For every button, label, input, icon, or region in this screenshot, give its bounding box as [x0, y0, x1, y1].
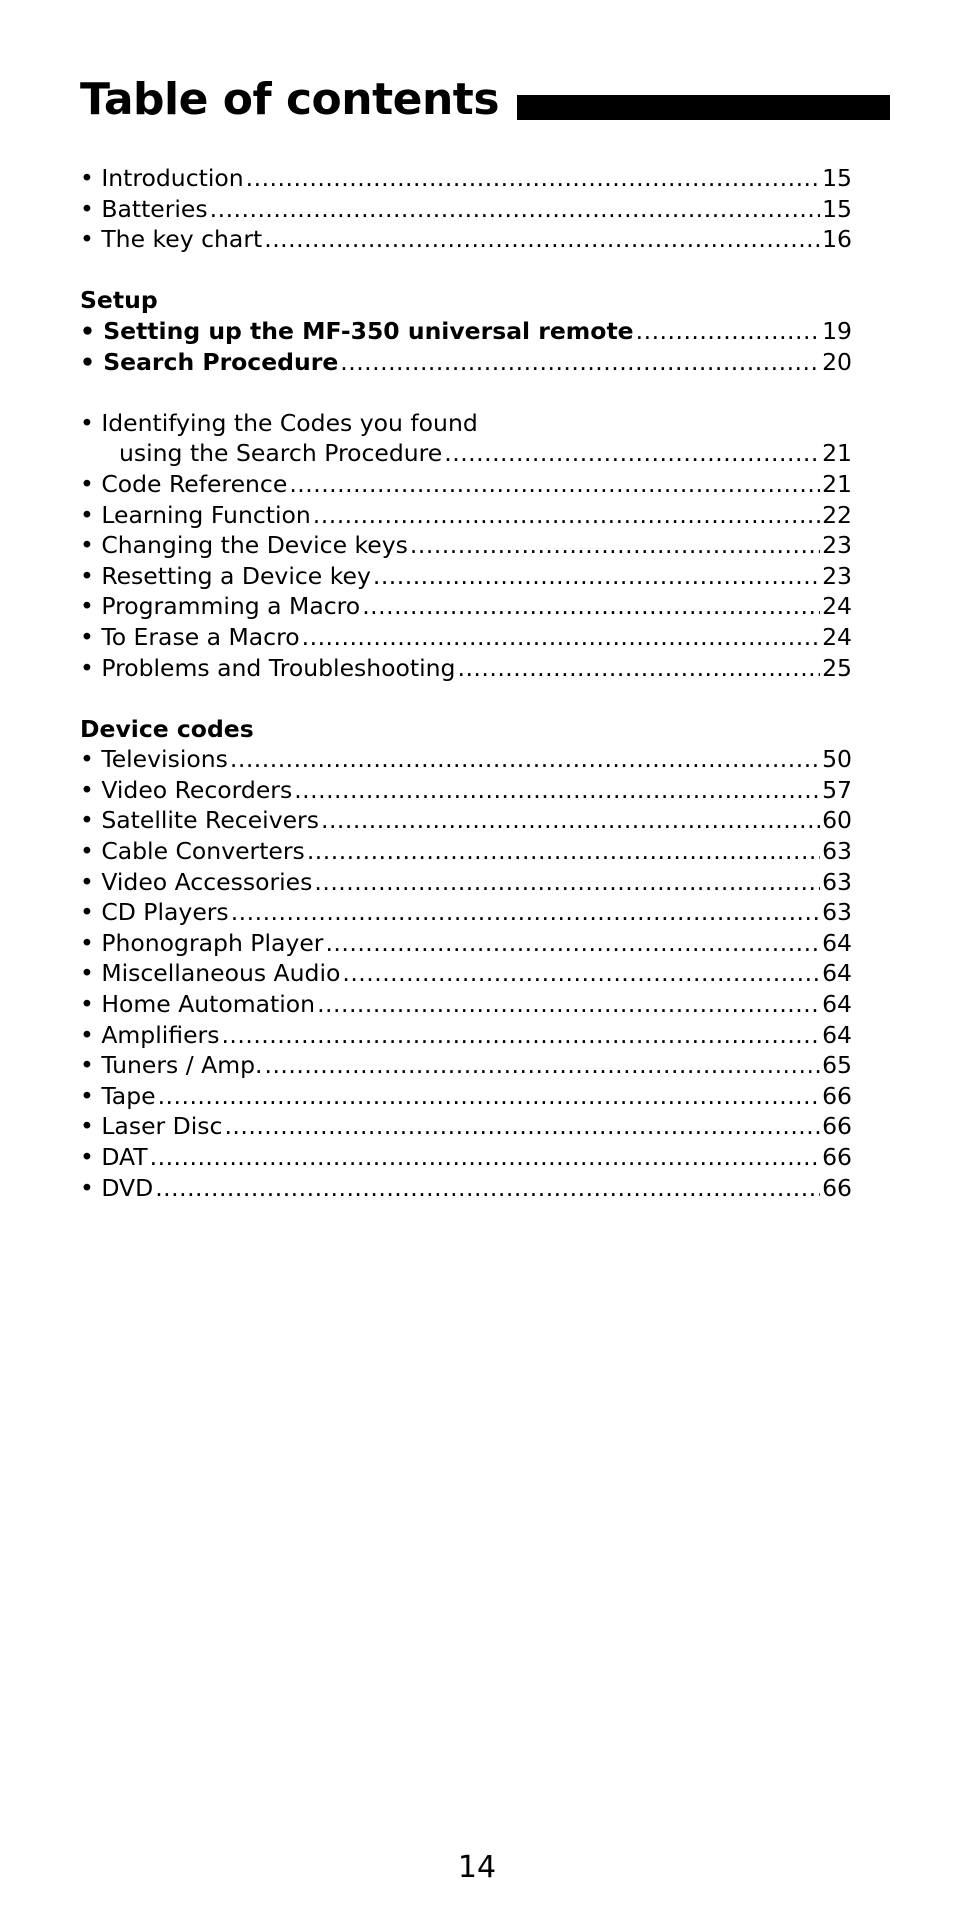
toc-entry-label: • Miscellaneous Audio — [80, 959, 341, 988]
toc-entry-label: • Phonograph Player — [80, 928, 324, 957]
toc-entry-page: 50 — [822, 745, 852, 774]
toc-entry-dvd[interactable] — [80, 1173, 852, 1204]
toc-entry-page: 64 — [822, 1020, 852, 1049]
toc-entry-page: 64 — [822, 959, 852, 988]
toc-entry-label: • Batteries — [80, 194, 208, 223]
dot-leader — [231, 897, 820, 928]
page-title: Table of contents — [80, 74, 500, 125]
toc-entry-erase-macro[interactable] — [80, 622, 852, 653]
toc-entry-label: • CD Players — [80, 898, 229, 927]
dot-leader — [457, 653, 820, 684]
toc-entry-page: 66 — [822, 1081, 852, 1110]
toc-entry-video-accessories[interactable] — [80, 867, 852, 898]
toc-entry-home-automation[interactable] — [80, 989, 852, 1020]
toc-entry-label: • Learning Function — [80, 500, 311, 529]
toc-entry-label: • Satellite Receivers — [80, 806, 319, 835]
dot-leader — [302, 622, 820, 653]
toc-entry-page: 66 — [822, 1112, 852, 1141]
toc-entry-label: • Introduction — [80, 164, 244, 192]
toc-entry-label: • Home Automation — [80, 990, 316, 1019]
toc-entry-label: • Laser Disc — [80, 1112, 223, 1141]
dot-leader — [294, 775, 820, 806]
toc-entry-label: using the Search Procedure — [119, 439, 443, 468]
toc-entry-page: 60 — [822, 806, 852, 835]
toc-entry-label: • Video Accessories — [80, 867, 313, 896]
toc-entry-page: 21 — [822, 469, 852, 498]
toc-entry-label: • To Erase a Macro — [80, 622, 300, 651]
toc-entry-page: 24 — [822, 592, 852, 621]
toc-entry-label: • DAT — [80, 1143, 148, 1171]
toc-entry-page: 19 — [822, 316, 852, 345]
section-gap — [80, 683, 852, 714]
toc-entry-page: 22 — [822, 500, 852, 529]
toc-entry-phonograph-player[interactable] — [80, 928, 852, 959]
toc-entry-page: 65 — [822, 1051, 852, 1080]
toc-entry-video-recorders[interactable] — [80, 775, 852, 806]
toc-entry-setting-up[interactable] — [80, 316, 852, 347]
toc-entry-label: • Tape — [80, 1081, 156, 1110]
toc-entry-tape[interactable] — [80, 1081, 852, 1112]
dot-leader — [340, 347, 820, 378]
toc-entry-page: 64 — [822, 990, 852, 1019]
dot-leader — [158, 1081, 821, 1112]
toc-entry-key-chart[interactable] — [80, 224, 852, 255]
toc-entry-page: 25 — [822, 653, 852, 682]
dot-leader — [155, 1173, 820, 1204]
section-heading-device-codes: Device codes — [80, 714, 254, 743]
toc-entry-introduction[interactable] — [80, 163, 852, 194]
dot-leader — [362, 591, 820, 622]
toc-entry-label: • Problems and Troubleshooting — [80, 653, 456, 682]
toc-entry-page: 15 — [822, 194, 852, 223]
toc-entry-search-procedure[interactable] — [80, 347, 852, 378]
toc-entry-page: 66 — [822, 1173, 852, 1202]
toc-entry-troubleshooting[interactable] — [80, 653, 852, 684]
dot-leader — [342, 958, 820, 989]
toc-entry-page: 20 — [822, 347, 852, 376]
toc-entry-batteries[interactable] — [80, 194, 852, 225]
toc-entry-label: • Programming a Macro — [80, 592, 361, 621]
toc-entry-laser-disc[interactable] — [80, 1111, 852, 1142]
title-rule-bar — [517, 95, 890, 120]
toc-entry-changing-device-keys[interactable] — [80, 530, 852, 561]
toc-entry-programming-macro[interactable] — [80, 591, 852, 622]
toc-entry-satellite-receivers[interactable] — [80, 805, 852, 836]
dot-leader — [321, 805, 820, 836]
section-heading-setup: Setup — [80, 286, 158, 315]
dot-leader — [373, 561, 820, 592]
dot-leader — [325, 928, 820, 959]
dot-leader — [246, 163, 820, 194]
toc-entry-page: 23 — [822, 561, 852, 590]
toc-entry-page: 63 — [822, 837, 852, 866]
toc-entry-label: • Tuners / Amp. — [80, 1051, 263, 1080]
toc-entry-dat[interactable] — [80, 1142, 852, 1173]
toc-entry-page: 16 — [822, 225, 852, 254]
toc-entry-tuners-amp[interactable] — [80, 1050, 852, 1081]
section-gap — [80, 255, 852, 286]
toc-entry-page: 66 — [822, 1143, 852, 1171]
title-row — [80, 70, 890, 130]
dot-leader — [636, 316, 820, 347]
toc-entry-label: • DVD — [80, 1173, 154, 1202]
dot-leader — [150, 1142, 820, 1173]
dot-leader — [230, 744, 820, 775]
dot-leader — [264, 224, 820, 255]
toc-entry-page: 64 — [822, 928, 852, 957]
toc-entry-label: • Resetting a Device key — [80, 561, 371, 590]
dot-leader — [221, 1020, 820, 1051]
toc-entry-label: • Cable Converters — [80, 837, 305, 866]
dot-leader — [314, 867, 820, 898]
toc-entry-label: • Televisions — [80, 745, 228, 774]
toc-entry-label: • Video Recorders — [80, 775, 293, 804]
toc-entry-learning-function[interactable] — [80, 500, 852, 531]
toc-entry-page: 21 — [822, 439, 852, 468]
toc-entry-televisions[interactable] — [80, 744, 852, 775]
toc-entry-resetting-device-key[interactable] — [80, 561, 852, 592]
dot-leader — [307, 836, 820, 867]
toc-entry-cable-converters[interactable] — [80, 836, 852, 867]
toc-entry-page: 57 — [822, 775, 852, 804]
toc-entry-label: • Amplifiers — [80, 1020, 220, 1049]
toc-entry-page: 15 — [822, 164, 852, 192]
section-gap — [80, 377, 852, 408]
dot-leader — [317, 989, 820, 1020]
toc-entry-label: • Setting up the MF-350 universal remote — [80, 316, 634, 345]
dot-leader — [264, 1050, 820, 1081]
dot-leader — [210, 194, 820, 225]
toc-entry-identifying-line1[interactable]: • Identifying the Codes you found — [80, 408, 478, 437]
toc-entry-label: • The key chart — [80, 225, 263, 254]
dot-leader — [410, 530, 820, 561]
toc-entry-miscellaneous-audio[interactable] — [80, 958, 852, 989]
toc-entry-cd-players[interactable] — [80, 897, 852, 928]
dot-leader — [313, 500, 820, 531]
dot-leader — [224, 1111, 820, 1142]
table-of-contents — [80, 163, 852, 1203]
toc-entry-identifying-codes[interactable] — [80, 438, 852, 469]
toc-entry-page: 24 — [822, 622, 852, 651]
toc-entry-code-reference[interactable] — [80, 469, 852, 500]
dot-leader — [444, 438, 820, 469]
toc-entry-label: • Search Procedure — [80, 347, 339, 376]
page-number: 14 — [457, 1850, 497, 1885]
toc-entry-amplifiers[interactable] — [80, 1020, 852, 1051]
toc-entry-label: • Changing the Device keys — [80, 531, 408, 560]
toc-entry-page: 63 — [822, 898, 852, 927]
toc-entry-label: • Code Reference — [80, 469, 288, 498]
toc-entry-page: 23 — [822, 531, 852, 560]
toc-entry-page: 63 — [822, 867, 852, 896]
dot-leader — [289, 469, 820, 500]
